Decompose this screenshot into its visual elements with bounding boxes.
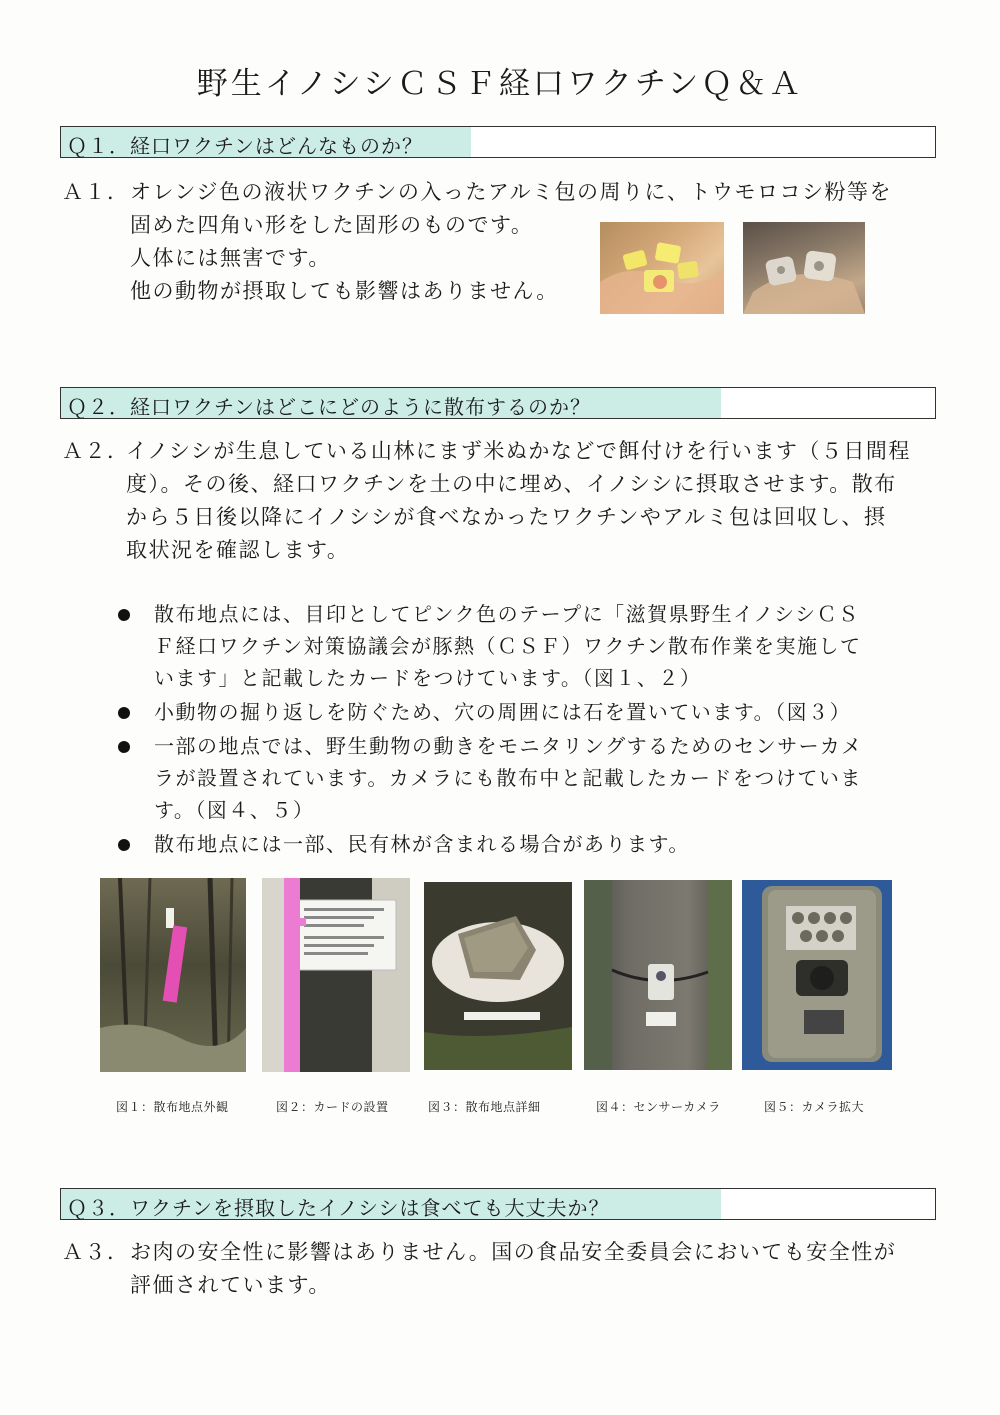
figure-3-photo [424,882,572,1070]
question-2: Ｑ２．経口ワクチンはどこにどのように散布するのか？ [67,395,591,419]
figure-3-caption: 図３：散布地点詳細 [428,1100,541,1114]
question-3-bar [60,1188,936,1220]
answer-2-label: Ａ２． [62,439,130,463]
bullet-item: 一部の地点では、野生動物の動きをモニタリングするためのセンサーカメ ラが設置されています。カメラにも散布中と記載したカードをつけていま す。（図４、５） [118,730,938,826]
answer-3 [62,1236,942,1316]
answer-2 [62,435,942,575]
page-title: 野生イノシシＣＳＦ経口ワクチンＱ＆Ａ [196,66,804,102]
vaccine-in-hand-photo [600,222,724,314]
question-1-bar [60,126,936,158]
figure-4-photo [584,880,732,1070]
bullet-list [118,598,938,862]
bullet-item: 散布地点には、目印としてピンク色のテープに「滋賀県野生イノシシＣＳ Ｆ経口ワクチン対策協議会が豚熱（ＣＳＦ）ワクチン散布作業を実施して います」と記載したカードをつけています。（図１、２） [118,598,938,694]
figure-2-caption: 図２：カードの設置 [276,1100,389,1114]
vaccine-packets-photo [743,222,865,314]
question-2-bar [60,387,936,419]
answer-3-label: Ａ３． [62,1240,130,1264]
question-3: Ｑ３．ワクチンを摂取したイノシシは食べても大丈夫か？ [67,1196,610,1220]
figure-5-photo [742,880,892,1070]
figure-1-caption: 図１：散布地点外観 [116,1100,229,1114]
answer-1-text: オレンジ色の液状ワクチンの入ったアルミ包の周りに、トウモロコシ粉等を 固めた四角い形をした固形のものです。 人体には無害です。 他の動物が摂取しても影響はありません。 [130,180,893,303]
bullet-dot [118,707,130,719]
bullet-dot [118,609,130,621]
answer-1-label: Ａ１． [62,180,130,204]
answer-3-text: お肉の安全性に影響はありません。国の食品安全委員会においても安全性が 評価されています。 [130,1240,897,1297]
bullet-item: 小動物の掘り返しを防ぐため、穴の周囲には石を置いています。（図３） [118,696,938,728]
figure-2-photo [262,878,410,1072]
question-1: Ｑ１．経口ワクチンはどんなものか？ [67,134,423,158]
figure-5-caption: 図５：カメラ拡大 [764,1100,865,1114]
figure-1-photo [100,878,246,1072]
bullet-item: 散布地点には一部、民有林が含まれる場合があります。 [118,828,938,860]
bullet-dot [118,839,130,851]
figure-4-caption: 図４：センサーカメラ [596,1100,721,1114]
bullet-dot [118,741,130,753]
answer-2-text: イノシシが生息している山林にまず米ぬかなどで餌付けを行います（５日間程 度）。その後、経口ワクチンを土の中に埋め、イノシシに摂取させます。散布 から５日後以降にイノシシが食べなかったワクチンやアルミ包は回収し、摂 取状況を確認します。 [126,439,911,562]
